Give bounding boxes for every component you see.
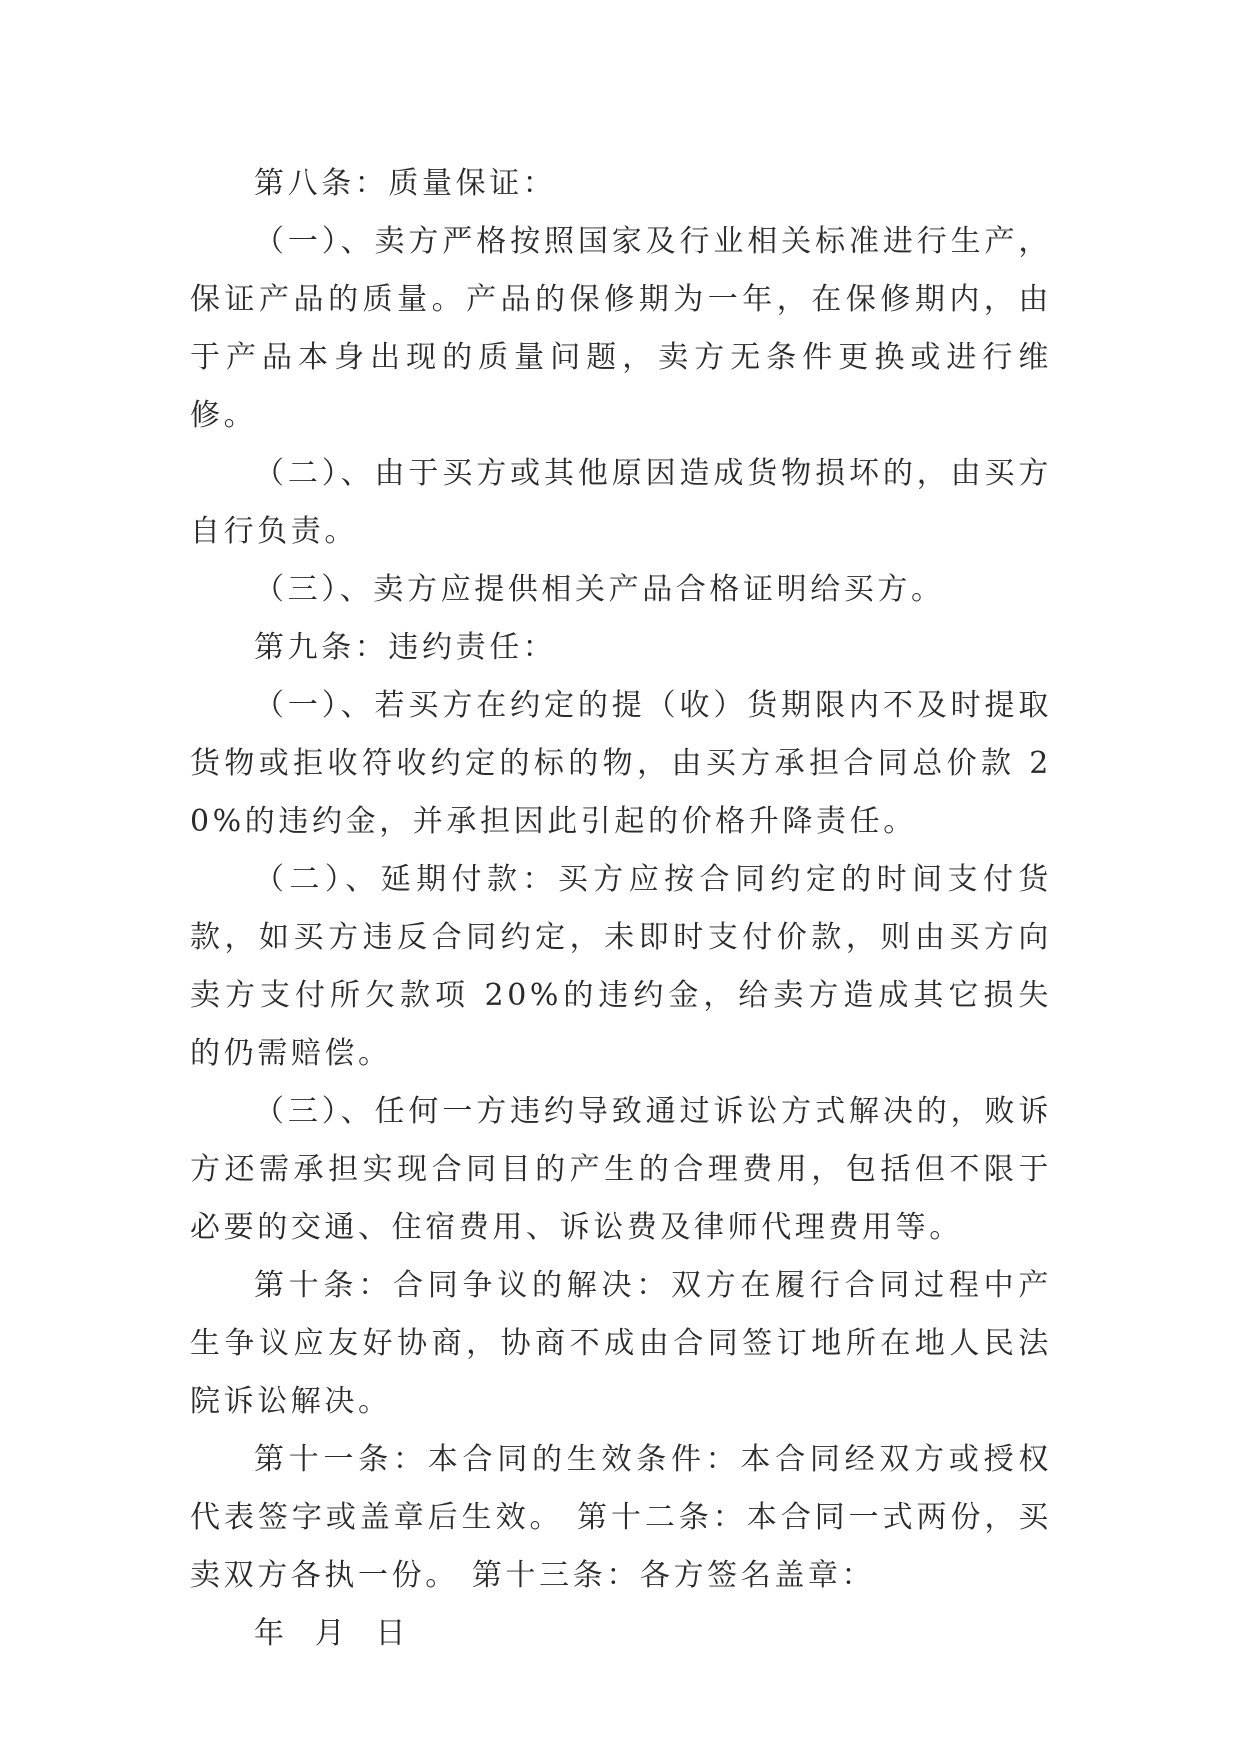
article-8-clause-1: （一）、卖方严格按照国家及行业相关标准进行生产，保证产品的质量。产品的保修期为一年，在保修期内，由于产品本身出现的质量问题，卖方无条件更换或进行维修。 — [190, 224, 1052, 433]
article-9-heading: 第九条：违约责任： — [254, 630, 557, 665]
article-8-heading: 第八条：质量保证： — [254, 166, 557, 201]
article-8-clause-2: （二）、由于买方或其他原因造成货物损坏的，由买方自行负责。 — [190, 456, 1052, 549]
article-10: 第十条：合同争议的解决：双方在履行合同过程中产生争议应友好协商，协商不成由合同签订地所在地人民法院诉讼解决。 — [190, 1268, 1052, 1419]
article-8-clause-3: （三）、卖方应提供相关产品合格证明给买方。 — [254, 572, 945, 607]
document-body — [190, 155, 1052, 1663]
article-9-clause-3: （三）、任何一方违约导致通过诉讼方式解决的，败诉方还需承担实现合同目的产生的合理费用，包括但不限于必要的交通、住宿费用、诉讼费及律师代理费用等。 — [190, 1094, 1052, 1245]
article-9-clause-2: （二）、延期付款：买方应按合同约定的时间支付货款，如买方违反合同约定，未即时支付价款，则由买方向卖方支付所欠款项 20%的违约金，给卖方造成其它损失的仍需赔偿。 — [190, 862, 1052, 1071]
article-9-clause-1: （一）、若买方在约定的提（收）货期限内不及时提取货物或拒收符收约定的标的物，由买方承担合同总价款 20%的违约金，并承担因此引起的价格升降责任。 — [190, 688, 1052, 839]
articles-11-13: 第十一条：本合同的生效条件：本合同经双方或授权代表签字或盖章后生效。 第十二条：本合同一式两份，买卖双方各执一份。 第十三条：各方签名盖章： — [190, 1442, 1052, 1593]
signature-date-line: 年 月 日 — [254, 1616, 410, 1651]
